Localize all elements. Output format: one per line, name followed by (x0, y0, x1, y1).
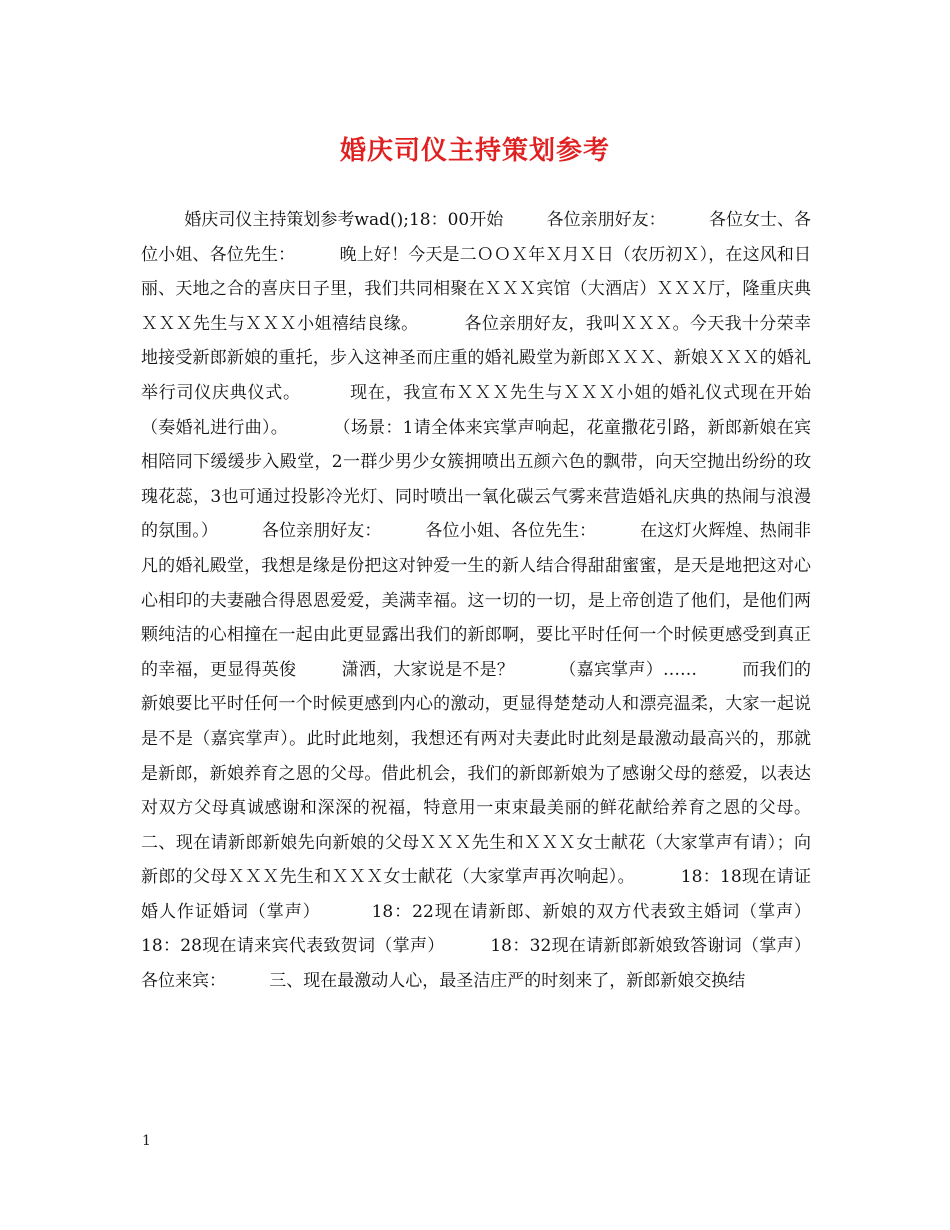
page-number: 1 (142, 1133, 151, 1149)
document-body-text: 婚庆司仪主持策划参考wad();18：00开始 各位亲朋好友： 各位女士、各位小姐、各位先生： 晚上好！今天是二ＯＯＸ年Ｘ月Ｘ日（农历初Ｘ），在这风和日丽、天地之合的喜庆日子里，我们共同相聚在ＸＸＸ宾馆（大酒店）ＸＸＸ厅，隆重庆典ＸＸＸ先生与ＸＸＸ小姐禧结良缘。 各位亲朋好友，我叫ＸＸＸ。今天我十分荣幸地接受新郎新娘的重托，步入这神圣而庄重的婚礼殿堂为新郎ＸＸＸ、新娘ＸＸＸ的婚礼举行司仪庆典仪式。 现在，我宣布ＸＸＸ先生与ＸＸＸ小姐的婚礼仪式现在开始 （奏婚礼进行曲）。 （场景：1请全体来宾掌声响起，花童撒花引路，新郎新娘在宾相陪同下缓缓步入殿堂，2一群少男少女簇拥喷出五颜六色的飘带，向天空抛出纷纷的玫瑰花蕊，3也可通过投影冷光灯、同时喷出一氧化碳云气雾来营造婚礼庆典的热闹与浪漫的氛围。） 各位亲朋好友： 各位小姐、各位先生： 在这灯火辉煌、热闹非凡的婚礼殿堂，我想是缘是份把这对钟爱一生的新人结合得甜甜蜜蜜，是天是地把这对心心相印的夫妻融合得恩恩爱爱，美满幸福。这一切的一切，是上帝创造了他们，是他们两颗纯洁的心相撞在一起由此更显露出我们的新郎啊，要比平时任何一个时候更感受到真正的幸福，更显得英俊 潇洒，大家说是不是？ （嘉宾掌声）…… 而我们的新娘要比平时任何一个时候更感到内心的激动，更显得楚楚动人和漂亮温柔，大家一起说是不是（嘉宾掌声）。此时此地刻，我想还有两对夫妻此时此刻是最激动最高兴的，那就是新郎，新娘养育之恩的父母。借此机会，我们的新郎新娘为了感谢父母的慈爱，以表达对双方父母真诚感谢和深深的祝福，特意用一束束最美丽的鲜花献给养育之恩的父母。 二、现在请新郎新娘先向新娘的父母ＸＸＸ先生和ＸＸＸ女士献花（大家掌声有请）；向新郎的父母ＸＸＸ先生和ＸＸＸ女士献花（大家掌声再次响起）。 18：18现在请证婚人作证婚词（掌声） 18：22现在请新郎、新娘的双方代表致主婚词（掌声） 18：28现在请来宾代表致贺词（掌声） 18：32现在请新郎新娘致答谢词（掌声） 各位来宾： 三、现在最激动人心，最圣洁庄严的时刻来了，新郎新娘交换结 (141, 210, 855, 992)
document-title: 婚庆司仪主持策划参考 (339, 136, 610, 166)
